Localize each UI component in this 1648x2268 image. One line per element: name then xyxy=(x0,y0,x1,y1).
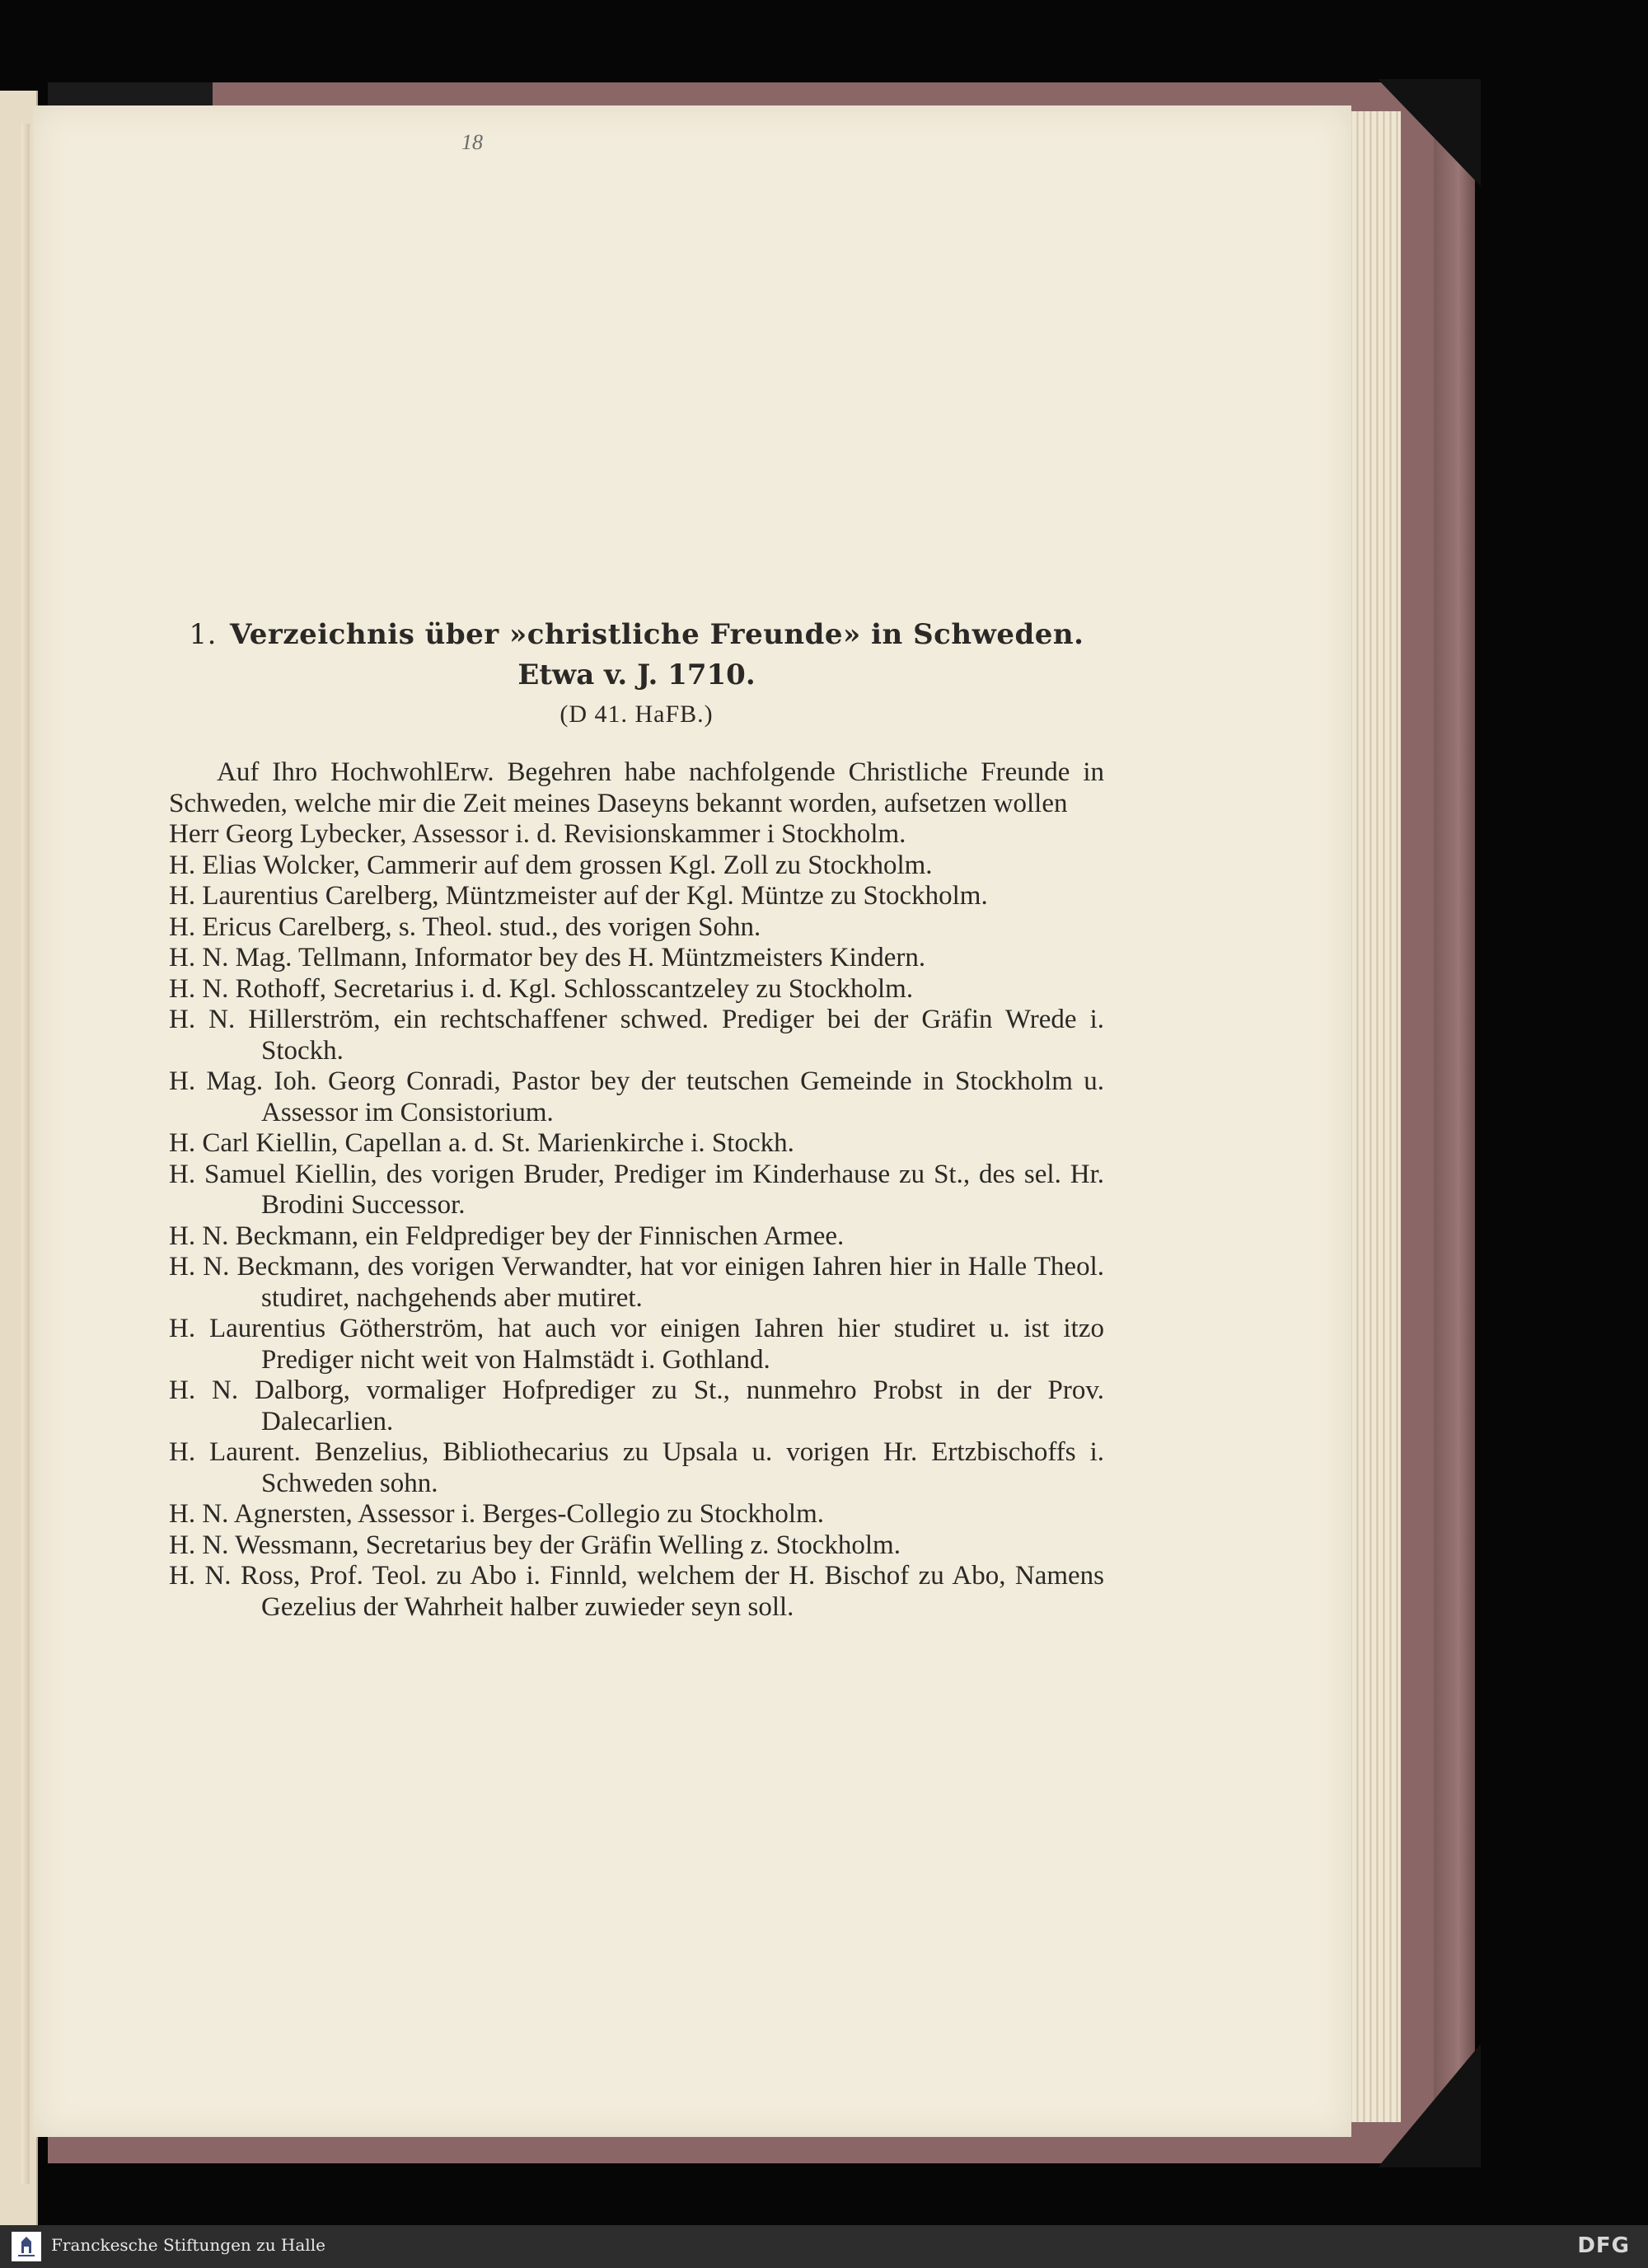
list-item: H. Mag. Ioh. Georg Conradi, Pastor bey der teutschen Gemeinde in Stockholm u. Assessor im Consistorium. xyxy=(169,1066,1104,1127)
document-heading xyxy=(169,614,1104,655)
name-list xyxy=(169,819,1104,1623)
heading-date: Etwa v. J. 1710. xyxy=(517,658,756,691)
source-reference: (D 41. HaFB.) xyxy=(559,701,714,728)
institution-name[interactable]: Franckesche Stiftungen zu Halle xyxy=(51,2235,325,2255)
list-item: H. N. Rothoff, Secretarius i. d. Kgl. Schlosscantzeley zu Stockholm. xyxy=(169,973,914,1004)
list-item: H. N. Beckmann, ein Feldprediger bey der Finnischen Armee. xyxy=(169,1221,845,1251)
list-item: H. N. Dalborg, vormaliger Hofprediger zu St., nunmehro Probst in der Prov. Dalecarlien. xyxy=(169,1375,1104,1436)
list-item: H. Carl Kiellin, Capellan a. d. St. Marienkirche i. Stockh. xyxy=(169,1128,794,1158)
viewer-footer xyxy=(0,2225,1648,2268)
dfg-logo[interactable]: DFG xyxy=(1577,2233,1630,2258)
left-page-shade xyxy=(21,124,30,2184)
list-item: H. N. Beckmann, des vorigen Verwandter, hat vor einigen Iahren hier in Halle Theol. studiret, nachgehends aber mutiret. xyxy=(169,1252,1104,1313)
list-item: H. Samuel Kiellin, des vorigen Bruder, Prediger im Kinderhause zu St., des sel. Hr. Brodini Successor. xyxy=(169,1159,1104,1220)
list-item: H. N. Agnersten, Assessor i. Berges-Collegio zu Stockholm. xyxy=(169,1499,824,1529)
heading-number: 1. xyxy=(189,618,217,651)
intro-text: Auf Ihro HochwohlErw. Begehren habe nachfolgende Christliche Freunde in Schweden, welche mir die Zeit meines Daseyns bekannt worden, aufsetzen wollen xyxy=(169,757,1104,818)
list-item: H. Laurentius Götherström, hat auch vor einigen Iahren hier studiret u. ist itzo Prediger nicht weit von Halmstädt i. Gothland. xyxy=(169,1314,1104,1375)
page-text-block xyxy=(169,614,1104,1623)
book-cover-edge xyxy=(1434,91,1475,2159)
list-item: H. Elias Wolcker, Cammerir auf dem grossen Kgl. Zoll zu Stockholm. xyxy=(169,850,933,880)
list-item: H. N. Ross, Prof. Teol. zu Abo i. Finnld, welchem der H. Bischof zu Abo, Namens Gezelius der Wahrheit halber zuwieder seyn soll. xyxy=(169,1561,1104,1622)
institution-logo-icon[interactable] xyxy=(12,2232,41,2261)
list-item: H. N. Hillerström, ein rechtschaffener schwed. Prediger bei der Gräfin Wrede i. Stockh. xyxy=(169,1005,1104,1066)
intro-paragraph xyxy=(169,757,1104,819)
list-item: Herr Georg Lybecker, Assessor i. d. Revisionskammer i Stockholm. xyxy=(169,819,906,849)
cover-corner-top-left xyxy=(48,82,213,107)
list-item: H. N. Wessmann, Secretarius bey der Gräfin Welling z. Stockholm. xyxy=(169,1530,901,1560)
list-item: H. N. Mag. Tellmann, Informator bey des H. Müntzmeisters Kindern. xyxy=(169,943,926,972)
list-item: H. Ericus Carelberg, s. Theol. stud., des vorigen Sohn. xyxy=(169,911,761,942)
list-item: H. Laurentius Carelberg, Müntzmeister auf der Kgl. Müntze zu Stockholm. xyxy=(169,881,988,911)
folio-mark: 18 xyxy=(461,130,483,154)
list-item: H. Laurent. Benzelius, Bibliothecarius zu Upsala u. vorigen Hr. Ertzbischoffs i. Schweden sohn. xyxy=(169,1437,1104,1498)
heading-title: Verzeichnis über »christliche Freunde» in Schweden. xyxy=(229,618,1084,651)
